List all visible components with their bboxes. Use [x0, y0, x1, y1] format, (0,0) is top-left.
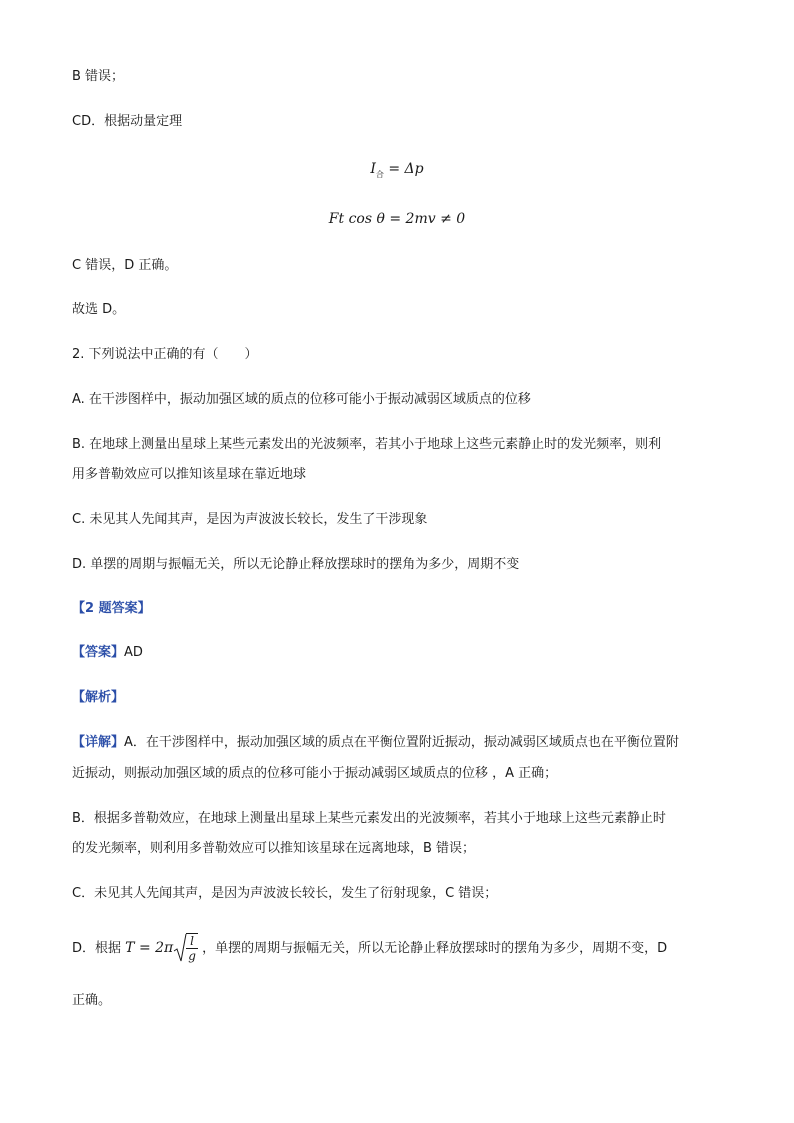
c-wrong-d-right-line: C 错误，D 正确。 — [72, 258, 178, 273]
question-2-option-b-line1: B. 在地球上测量出星球上某些元素发出的光波频率，若其小于地球上这些元素静止时的发光频率，则利 — [72, 437, 662, 452]
equation-impulse — [0, 161, 794, 180]
answer-header: 【2 题答案】 — [72, 601, 151, 616]
detail-b-line2: 的发光频率，则利用多普勒效应可以推知该星球在远离地球，B 错误； — [72, 841, 476, 856]
sqrt-fraction — [186, 933, 198, 963]
detail-a-text-1: A．在干涉图样中，振动加强区域的质点在平衡位置附近振动，振动减弱区域质点也在平衡位置附 — [124, 735, 679, 750]
detail-c-line: C．未见其人先闻其声，是因为声波波长较长，发生了衍射现象，C 错误； — [72, 886, 498, 901]
answer-label: 【答案】 — [72, 645, 125, 660]
eq1-sub: 合 — [375, 169, 384, 179]
cd-intro-line: CD．根据动量定理 — [72, 114, 183, 129]
question-2-option-c: C. 未见其人先闻其声，是因为声波波长较长，发生了干涉现象 — [72, 512, 428, 527]
analysis-header: 【解析】 — [72, 690, 125, 705]
sqrt-formula — [173, 933, 198, 964]
detail-label: 【详解】 — [72, 735, 125, 750]
detail-a-line2: 近振动，则振动加强区域的质点的位移可能小于振动减弱区域质点的位移 ，A 正确； — [72, 766, 558, 781]
question-2-option-a: A. 在干涉图样中，振动加强区域的质点的位移可能小于振动减弱区域质点的位移 — [72, 392, 531, 407]
sqrt-radical-icon — [173, 933, 187, 963]
detail-d-formula-lhs: T = 2π — [125, 940, 174, 956]
detail-d-line1 — [72, 933, 667, 964]
eq1-lhs: I — [370, 161, 376, 177]
question-2-option-d: D. 单摆的周期与振幅无关，所以无论静止释放摆球时的摆角为多少，周期不变 — [72, 557, 520, 572]
choose-d-line: 故选 D。 — [72, 302, 126, 317]
b-wrong-line: B 错误； — [72, 69, 125, 84]
answer-line — [72, 644, 143, 662]
fraction-numerator: l — [186, 934, 198, 949]
detail-d-suffix: ，单摆的周期与振幅无关，所以无论静止释放摆球时的摆角为多少，周期不变，D — [202, 941, 668, 956]
equation-momentum: Ft cos θ = 2mv ≠ 0 — [328, 211, 466, 227]
detail-d-line2: 正确。 — [72, 993, 112, 1008]
detail-d-prefix: D．根据 — [72, 941, 122, 956]
answer-value: AD — [124, 645, 143, 660]
detail-a-line1 — [72, 734, 679, 752]
question-2-option-b-line2: 用多普勒效应可以推知该星球在靠近地球 — [72, 467, 307, 482]
fraction-denominator: g — [188, 949, 196, 964]
detail-b-line1: B．根据多普勒效应，在地球上测量出星球上某些元素发出的光波频率，若其小于地球上这些元素静止时 — [72, 811, 666, 826]
eq1-rhs: = Δp — [383, 161, 424, 177]
question-2-stem: 2. 下列说法中正确的有（ ） — [72, 347, 258, 362]
